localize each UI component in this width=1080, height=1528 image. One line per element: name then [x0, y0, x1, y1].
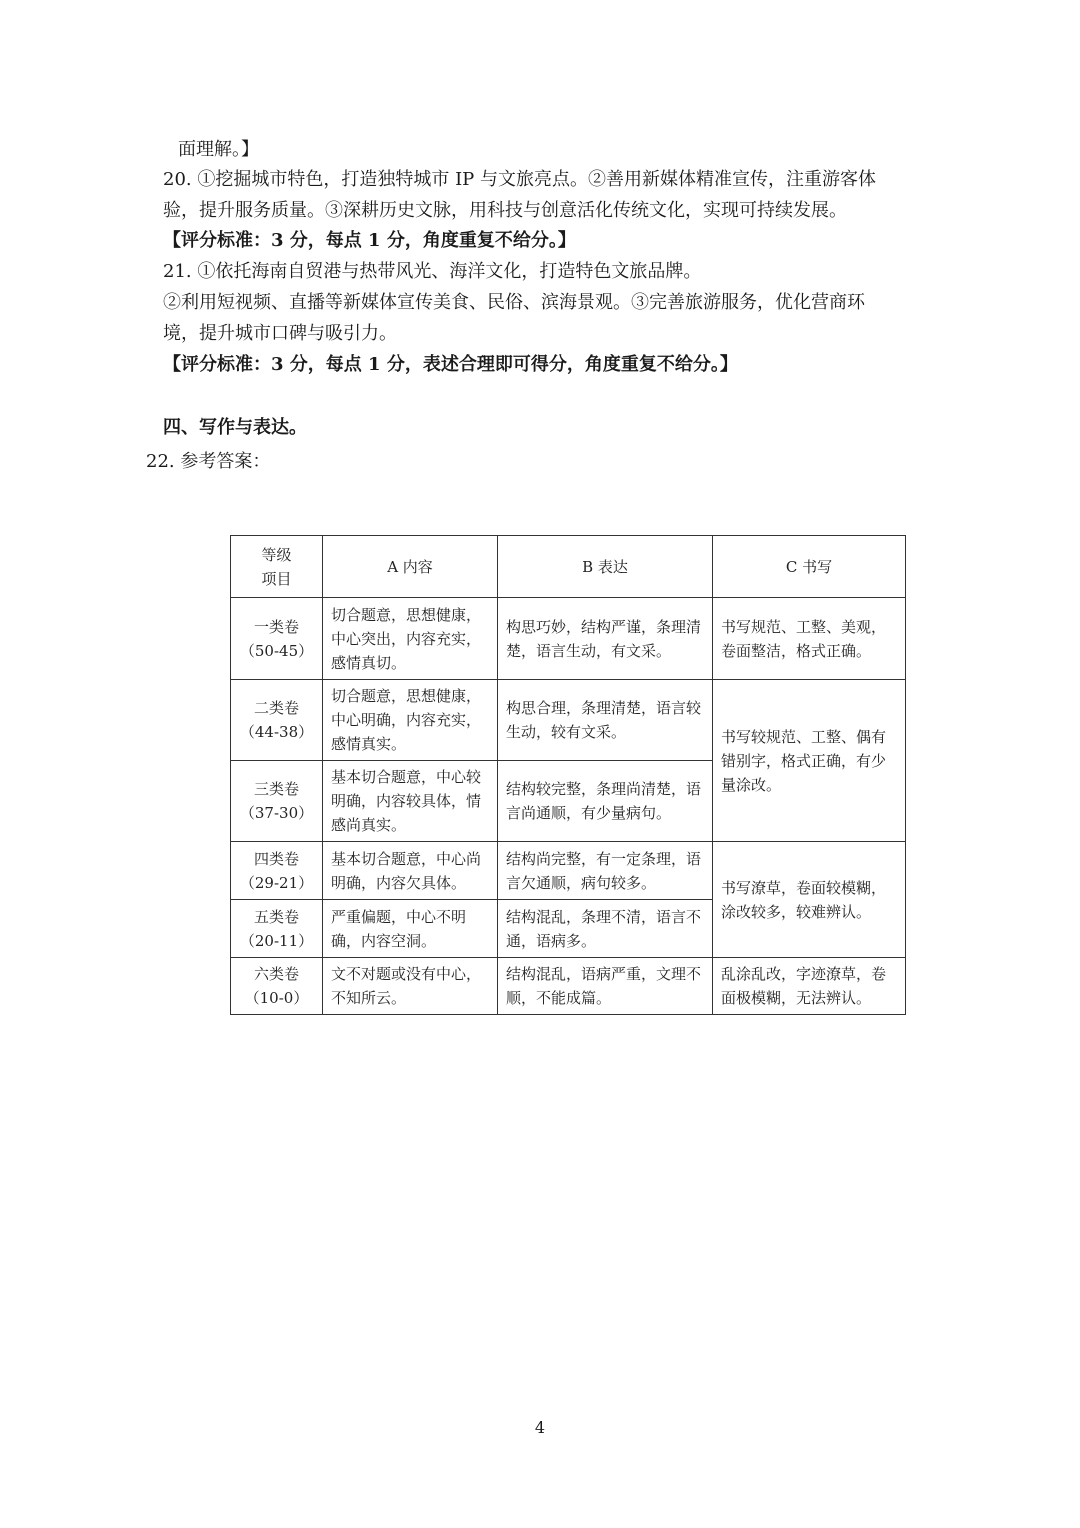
grade-range: （37-30）	[239, 804, 314, 822]
grade-name: 三类卷	[253, 780, 299, 798]
grade-cell	[231, 761, 323, 842]
page-number: 4	[534, 1418, 546, 1437]
writing-cell: 书写规范、工整、美观，卷面整洁，格式正确。	[713, 598, 906, 680]
question-label: 22. 参考答案：	[146, 451, 271, 472]
table-row	[231, 598, 906, 680]
content-cell: 基本切合题意，中心尚明确，内容欠具体。	[323, 842, 498, 900]
content-cell: 基本切合题意，中心较明确，内容较具体，情感尚真实。	[323, 761, 498, 842]
expression-cell: 结构混乱，语病严重，文理不顺，不能成篇。	[498, 958, 713, 1015]
text-line: 21. ①依托海南自贸港与热带风光、海洋文化，打造特色文旅品牌。	[163, 261, 702, 282]
grade-name: 五类卷	[253, 907, 299, 926]
grade-cell	[231, 958, 323, 1015]
content-cell: 严重偏题，中心不明确，内容空洞。	[323, 900, 498, 958]
grade-name: 四类卷	[253, 849, 299, 868]
grade-range: （44-38）	[239, 723, 314, 741]
text-line: ②利用短视频、直播等新媒体宣传美食、民俗、滨海景观。③完善旅游服务，优化营商环	[163, 292, 865, 313]
writing-cell: 乱涂乱改，字迹潦草，卷面极模糊，无法辨认。	[713, 958, 906, 1015]
expression-cell: 结构混乱，条理不清，语言不通，语病多。	[498, 900, 713, 958]
text-line: 境，提升城市口碑与吸引力。	[163, 323, 397, 344]
table-row	[231, 680, 906, 761]
header-expression: B 表达	[498, 536, 713, 598]
text-line: 验，提升服务质量。③深耕历史文脉，用科技与创意活化传统文化，实现可持续发展。	[163, 200, 847, 221]
writing-cell-merged: 书写较规范、工整、偶有错别字，格式正确，有少量涂改。	[713, 680, 906, 842]
header-content: A 内容	[323, 536, 498, 598]
scoring-note: 【评分标准：3 分，每点 1 分，表述合理即可得分，角度重复不给分。】	[163, 354, 738, 375]
header-writing: C 书写	[713, 536, 906, 598]
scoring-note: 【评分标准：3 分，每点 1 分，角度重复不给分。】	[163, 230, 576, 251]
expression-cell: 结构较完整，条理尚清楚，语言尚通顺，有少量病句。	[498, 761, 713, 842]
table-header-row	[231, 536, 906, 598]
grade-name: 二类卷	[253, 699, 299, 717]
grading-rubric-table	[230, 535, 906, 1015]
corner-top: 等级	[261, 545, 292, 564]
table-row	[231, 958, 906, 1015]
grade-cell	[231, 842, 323, 900]
table-row	[231, 842, 906, 900]
grade-range: （50-45）	[239, 641, 314, 660]
grade-name: 六类卷	[253, 965, 299, 983]
text-line: 面理解。】	[178, 139, 259, 160]
content-cell: 切合题意，思想健康，中心突出，内容充实，感情真切。	[323, 598, 498, 680]
content-cell: 文不对题或没有中心，不知所云。	[323, 958, 498, 1015]
expression-cell: 结构尚完整，有一定条理，语言欠通顺，病句较多。	[498, 842, 713, 900]
header-corner	[231, 536, 323, 598]
section-heading: 四、写作与表达。	[163, 417, 307, 438]
expression-cell: 构思合理，条理清楚，语言较生动，较有文采。	[498, 680, 713, 761]
grade-cell	[231, 900, 323, 958]
grade-range: （29-21）	[239, 873, 314, 892]
text-line: 20. ①挖掘城市特色，打造独特城市 IP 与文旅亮点。②善用新媒体精准宣传，注重游客体	[163, 169, 877, 190]
expression-cell: 构思巧妙，结构严谨，条理清楚，语言生动，有文采。	[498, 598, 713, 680]
grade-range: （20-11）	[239, 931, 314, 950]
writing-cell-merged: 书写潦草，卷面较模糊，涂改较多，较难辨认。	[713, 842, 906, 958]
grade-range: （10-0）	[244, 989, 309, 1007]
corner-bottom: 项目	[261, 569, 292, 588]
grade-name: 一类卷	[253, 617, 299, 636]
grade-cell	[231, 680, 323, 761]
content-cell: 切合题意，思想健康，中心明确，内容充实，感情真实。	[323, 680, 498, 761]
grade-cell	[231, 598, 323, 680]
